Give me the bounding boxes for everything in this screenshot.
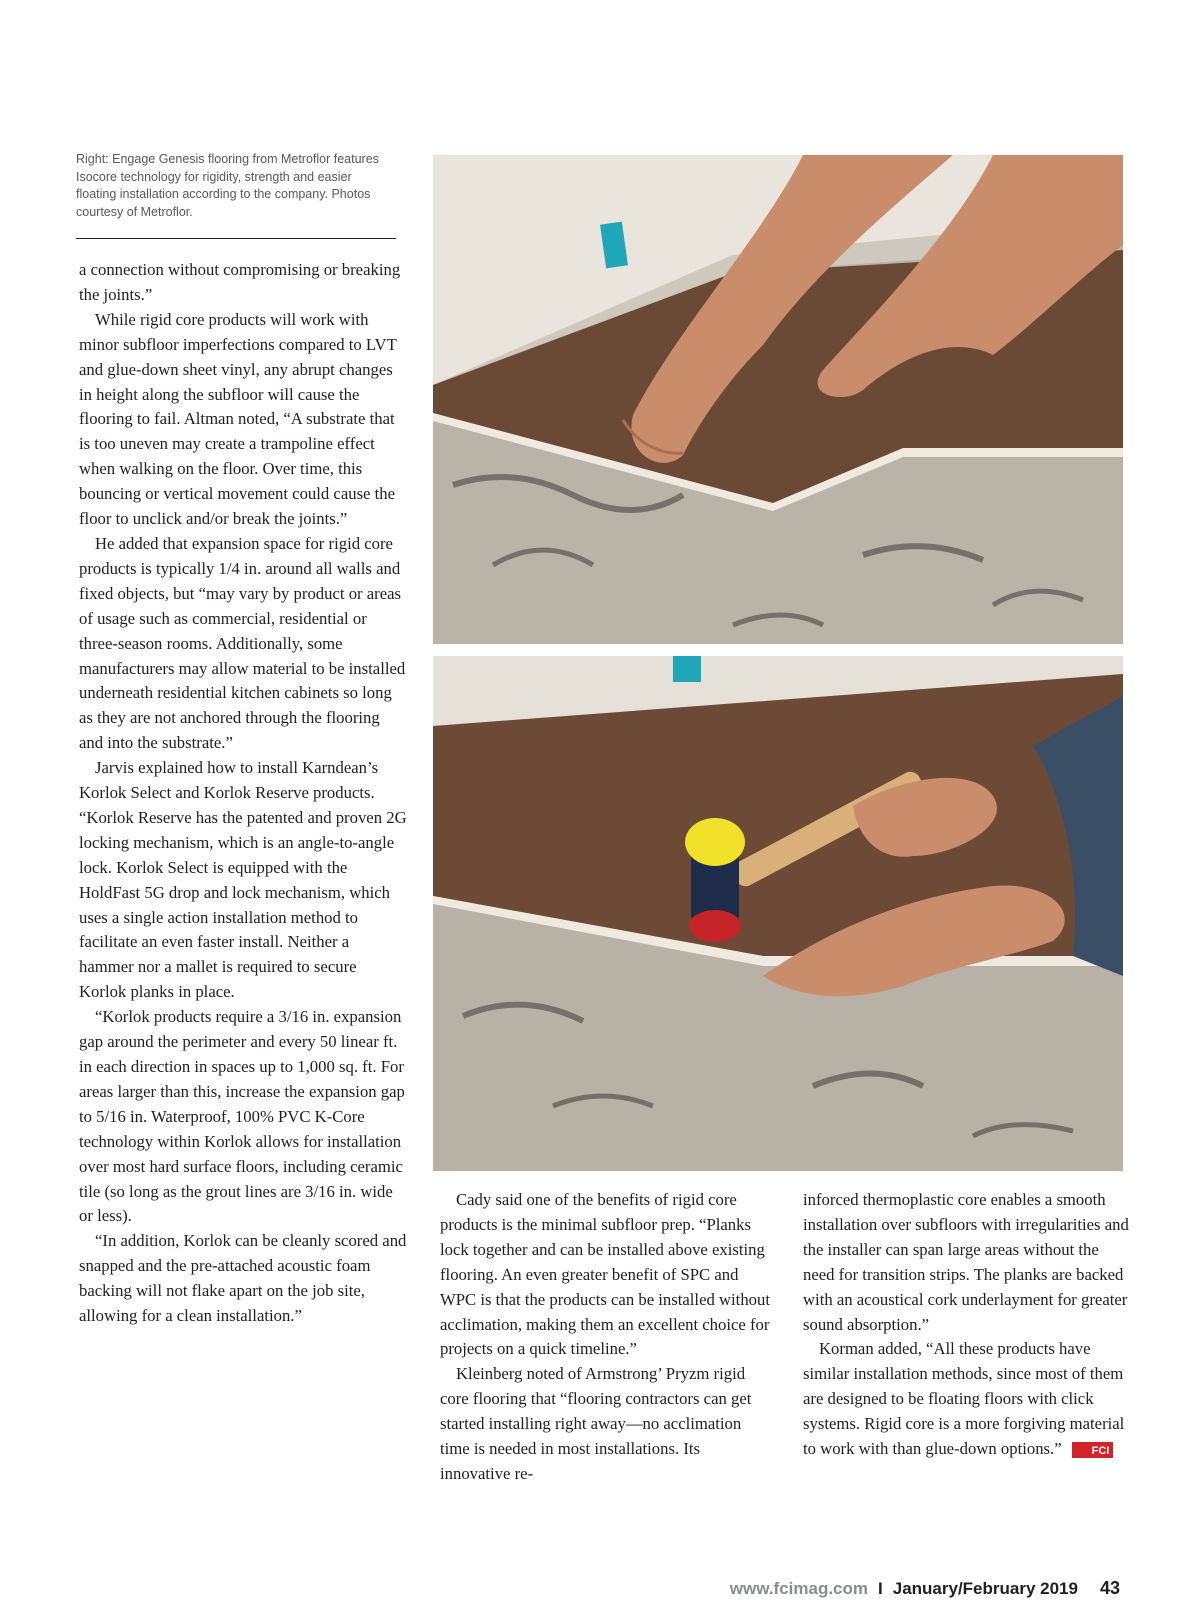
footer-separator: I (878, 1579, 883, 1598)
footer-issue-date: January/February 2019 (892, 1579, 1078, 1598)
page-footer (0, 1578, 1120, 1599)
article-column-2 (440, 1188, 770, 1487)
paragraph: Jarvis explained how to install Karndean’s Korlok Select and Korlok Reserve products. “Korlok Reserve has the patented and proven 2G locking mechanism, which is an angle-to-angle lock. Korlok Select is equipped with the HoldFast 5G drop and lock mechanism, which uses a single action installation method to facilitate an even faster install. Neither a hammer nor a mallet is required to secure Korlok planks in place. (79, 758, 407, 1002)
paragraph: Cady said one of the benefits of rigid core products is the minimal subfloor prep. “Planks lock together and can be installed above existing flooring. An even greater benefit of SPC and WPC is that the products can be installed without acclimation, making them an excellent choice for projects on a quick timeline.” (440, 1190, 770, 1359)
paragraph: a connection without compromising or breaking the joints.” (79, 260, 401, 304)
page-number: 43 (1099, 1578, 1120, 1598)
footer-url-link[interactable]: www.fcimag.com (729, 1579, 869, 1598)
photo-caption: Right: Engage Genesis flooring from Metroflor features Isocore technology for rigidity, strength and easier floating installation according to the company. Photos courtesy of Metroflor. (76, 152, 379, 219)
paragraph: “Korlok products require a 3/16 in. expansion gap around the perimeter and every 50 linear ft. in each direction in spaces up to 1,000 sq. ft. For areas larger than this, increase the expansion gap to 5/16 in. Waterproof, 100% PVC K-Core technology within Korlok allows for installation over most hard surface floors, including ceramic tile (so long as the grout lines are 3/16 in. wide or less). (79, 1007, 405, 1226)
closing-paragraph-text: Korman added, “All these products have similar installation methods, since most of them are designed to be floating floors with click systems. Rigid core is a more forgiving material to work with than glue-down options.” (803, 1339, 1125, 1459)
article-column-1 (79, 258, 407, 1329)
paragraph: While rigid core products will work with minor subfloor imperfections compared to LVT and glue-down sheet vinyl, any abrupt changes in height along the subfloor will cause the flooring to fail. Altman noted, “A substrate that is too uneven may create a trampoline effect when walking on the floor. Over time, this bouncing or vertical movement could cause the floor to unclick and/or break the joints.” (79, 309, 397, 529)
paragraph: “In addition, Korlok can be cleanly scored and snapped and the pre-attached acoustic foam backing will not flake apart on the job site, allowing for a clean installation.” (79, 1231, 407, 1326)
paragraph: Kleinberg noted of Armstrong’ Pryzm rigid core flooring that “flooring contractors can get started installing right away—no acclimation time is needed in most installations. Its innovative re- (440, 1364, 752, 1483)
caption-divider (76, 238, 396, 239)
paragraph (803, 1337, 1133, 1462)
photo-plank-installation (433, 155, 1123, 644)
paragraph: He added that expansion space for rigid core products is typically 1/4 in. around all walls and fixed objects, but “may vary by product or areas of usage such as commercial, residential or three-season rooms. Additionally, some manufacturers may allow material to be installed underneath residential kitchen cabinets so long as they are not anchored through the flooring and into the substrate.” (79, 533, 406, 753)
photo-mallet-installation (433, 656, 1123, 1171)
article-column-3 (803, 1188, 1133, 1462)
fci-end-mark-icon: FCI (1072, 1442, 1114, 1458)
paragraph: inforced thermoplastic core enables a smooth installation over subfloors with irregularities and the installer can span large areas without the need for transition strips. The planks are backed with an acoustical cork underlayment for greater sound absorption.” (803, 1190, 1129, 1334)
